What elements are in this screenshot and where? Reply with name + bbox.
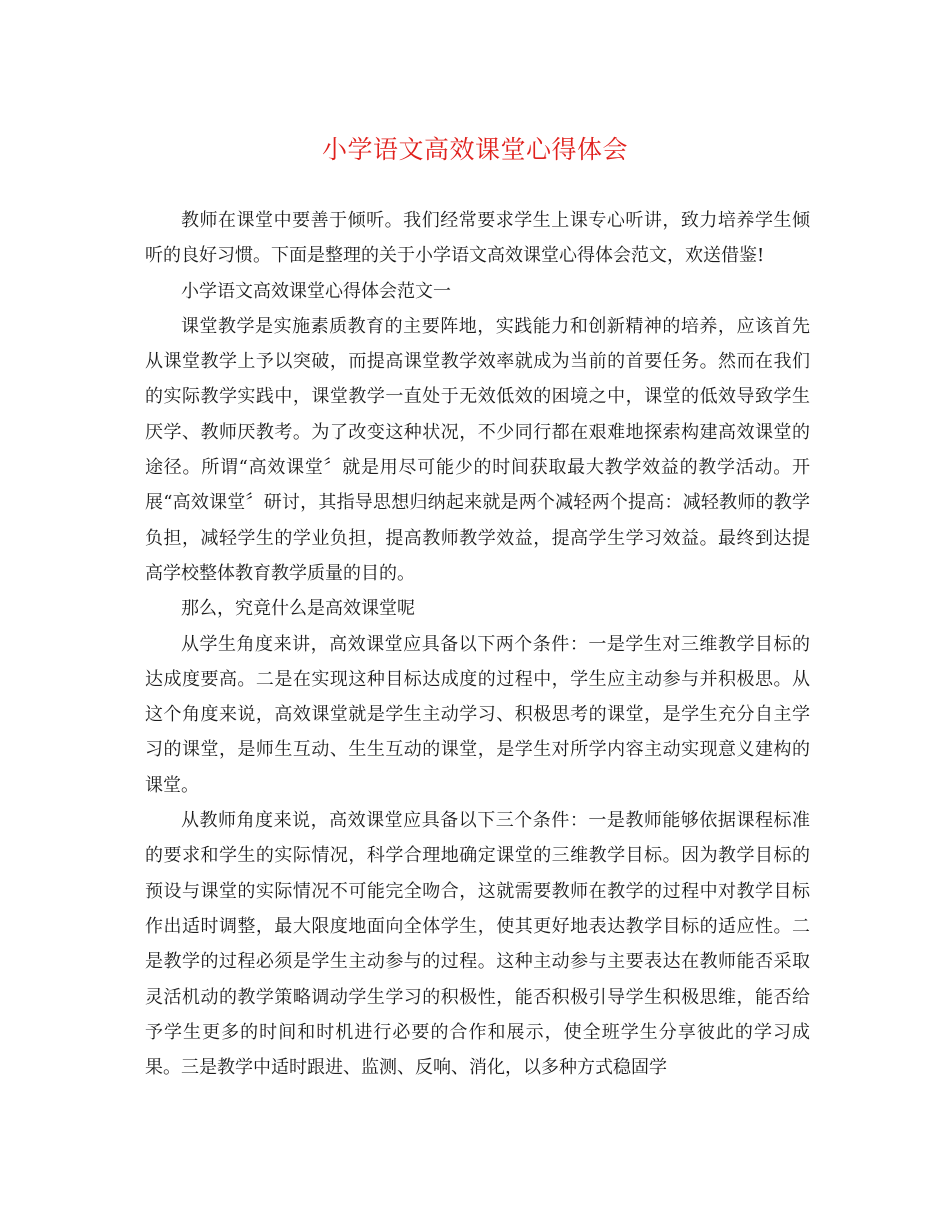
body-paragraph: 从学生角度来讲，高效课堂应具备以下两个条件：一是学生对三维教学目标的达成度要高。二是在实现这种目标达成度的过程中，学生应主动参与并积极思。从这个角度来说，高效课堂就是学生主动学习、积极思考的课堂，是学生充分自主学习的课堂，是师生互动、生生互动的课堂，是学生对所学内容主动实现意义建构的课堂。 — [145, 633, 810, 796]
document-title: 小学语文高效课堂心得体会 — [321, 135, 628, 164]
body-paragraph: 课堂教学是实施素质教育的主要阵地，实践能力和创新精神的培养，应该首先从课堂教学上予以突破，而提高课堂教学效率就成为当前的首要任务。然而在我们的实际教学实践中，课堂教学一直处于无效低效的困境之中，课堂的低效导致学生厌学、教师厌教考。为了改变这种状况，不少同行都在艰难地探索构建高效课堂的途径。所谓“高效课堂〞就是用尽可能少的时间获取最大教学效益的教学活动。开展“高效课堂〞研讨，其指导思想归纳起来就是两个减轻两个提高：减轻教师的教学负担，减轻学生的学业负担，提高教师教学效益，提高学生学习效益。最终到达提高学校整体教育教学质量的目的。 — [145, 315, 810, 584]
document-body — [145, 203, 810, 1085]
section-heading: 小学语文高效课堂心得体会范文一 — [181, 280, 451, 302]
intro-paragraph: 教师在课堂中要善于倾听。我们经常要求学生上课专心听讲，致力培养学生倾听的良好习惯。下面是整理的关于小学语文高效课堂心得体会范文，欢送借鉴! — [145, 210, 810, 267]
question-paragraph: 那么，究竟什么是高效课堂呢 — [181, 598, 415, 620]
body-paragraph: 从教师角度来说，高效课堂应具备以下三个条件：一是教师能够依据课程标准的要求和学生的实际情况，科学合理地确定课堂的三维教学目标。因为教学目标的预设与课堂的实际情况不可能完全吻合，这就需要教师在教学的过程中对教学目标作出适时调整，最大限度地面向全体学生，使其更好地表达教学目标的适应性。二是教学的过程必须是学生主动参与的过程。这种主动参与主要表达在教师能否采取灵活机动的教学策略调动学生学习的积极性，能否积极引导学生积极思维，能否给予学生更多的时间和时机进行必要的合作和展示，使全班学生分享彼此的学习成果。三是教学中适时跟进、监测、反响、消化，以多种方式稳固学 — [145, 810, 810, 1079]
